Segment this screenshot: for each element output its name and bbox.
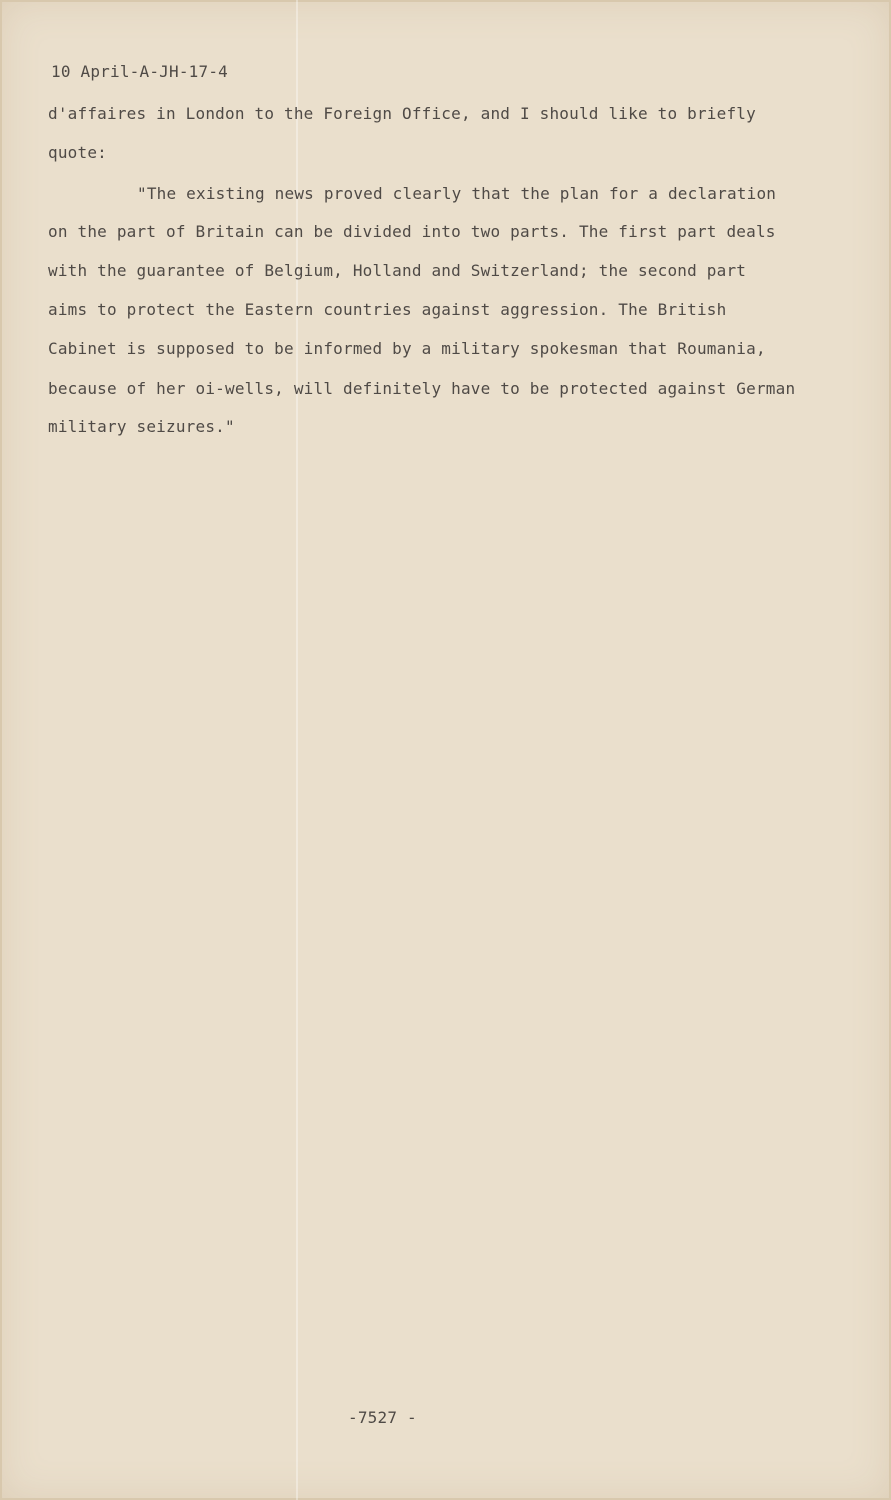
body-line-3: "The existing news proved clearly that the plan for a declaration [137, 184, 777, 203]
body-line-9: military seizures." [48, 417, 235, 436]
body-line-4: on the part of Britain can be divided into two parts. The first part deals [48, 222, 776, 241]
document-header: 10 April-A-JH-17-4 [51, 62, 228, 81]
page-number: -7527 - [348, 1408, 417, 1427]
body-line-5: with the guarantee of Belgium, Holland and Switzerland; the second part [48, 261, 747, 280]
body-line-1: d'affaires in London to the Foreign Office, and I should like to briefly [48, 104, 756, 123]
body-line-7: Cabinet is supposed to be informed by a military spokesman that Roumania, [48, 339, 766, 358]
body-line-2: quote: [48, 143, 107, 162]
body-line-8: because of her oi-wells, will definitely have to be protected against German [48, 379, 796, 398]
body-line-6: aims to protect the Eastern countries against aggression. The British [48, 300, 727, 319]
